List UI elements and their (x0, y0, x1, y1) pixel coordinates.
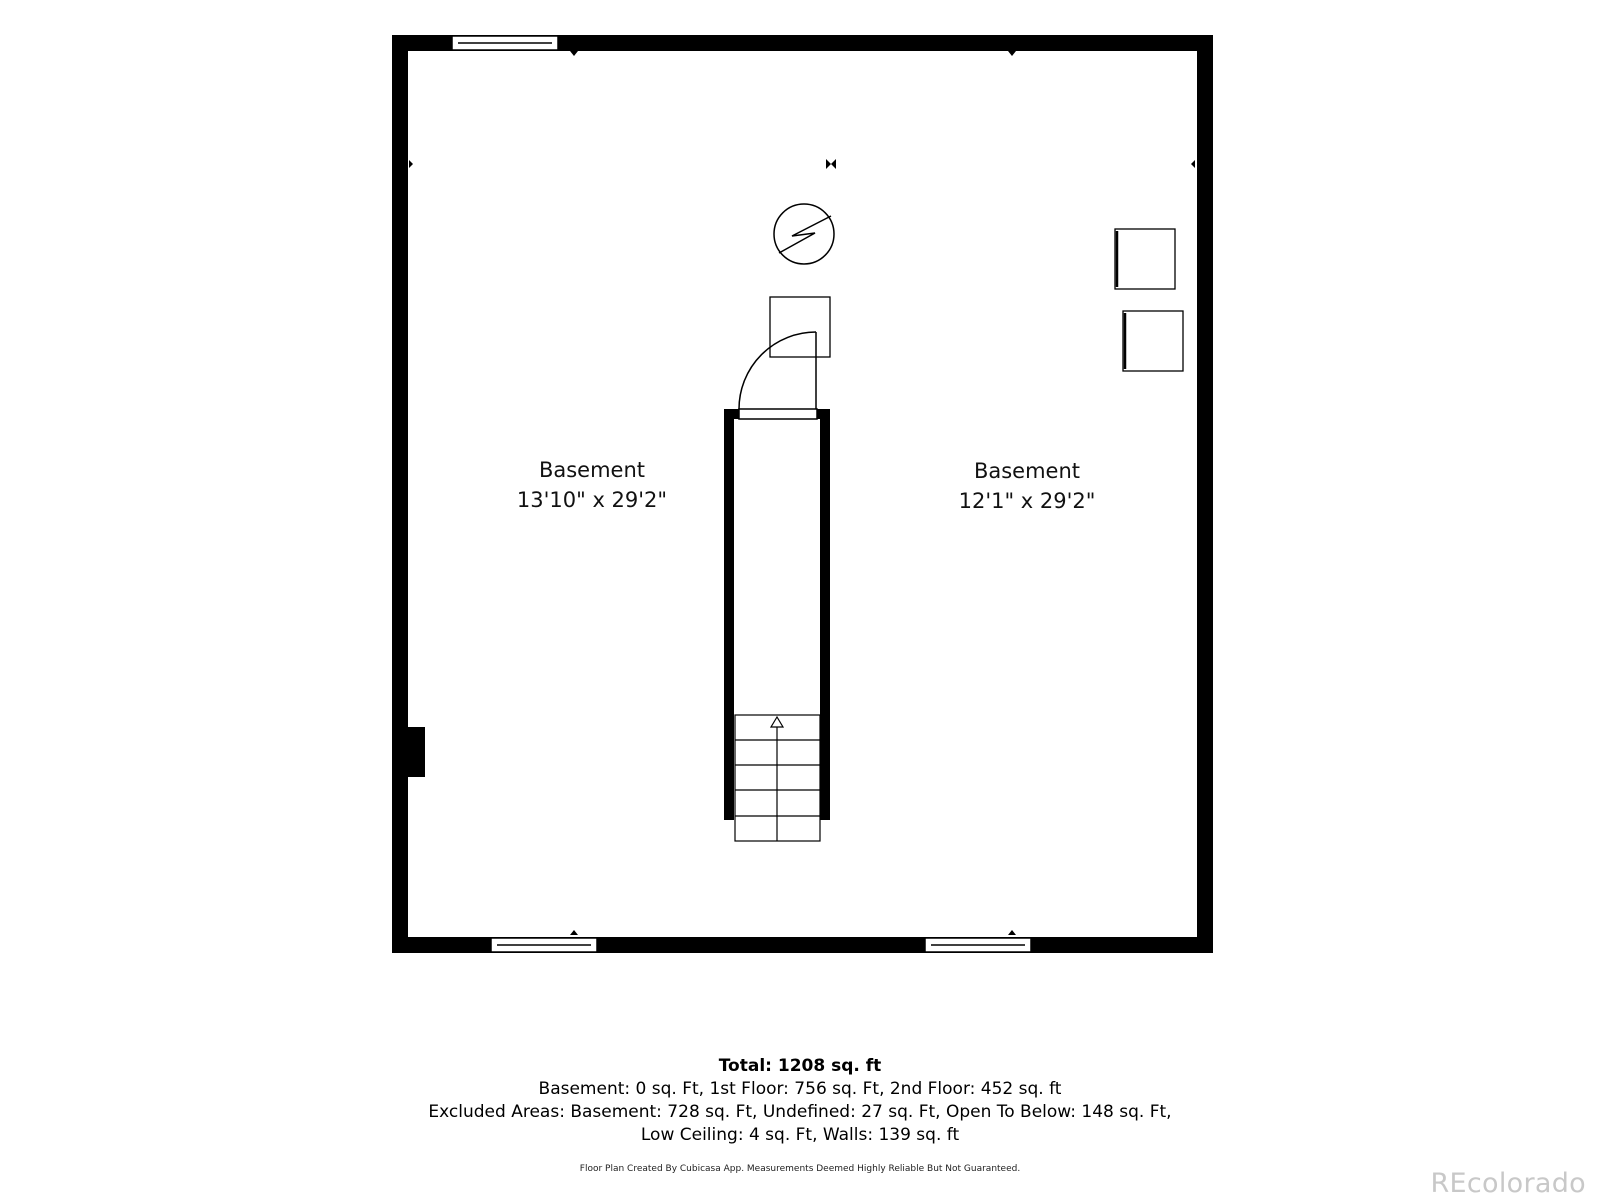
excluded-areas: Excluded Areas: Basement: 728 sq. Ft, Undefined: 27 sq. Ft, Open To Below: 148 sq. Ft, (428, 1102, 1172, 1122)
total-area: Total: 1208 sq. ft (718, 1056, 882, 1076)
appliance-box-upper (1115, 229, 1175, 289)
room-label-basement-left (492, 455, 692, 515)
stairs (735, 715, 820, 841)
area-summary (0, 1055, 1600, 1147)
disclaimer: Floor Plan Created By Cubicasa App. Measurements Deemed Highly Reliable But Not Guaranteed. (579, 1164, 1021, 1174)
room-dimensions: 12'1" x 29'2" (958, 489, 1096, 513)
watermark-logo: REcolorado (1430, 1168, 1586, 1199)
appliance-box-stairs (770, 297, 830, 357)
room-label-basement-right (927, 456, 1127, 516)
window-bottom-right (925, 938, 1031, 952)
floor-areas: Basement: 0 sq. Ft, 1st Floor: 756 sq. Ft, 2nd Floor: 452 sq. ft (538, 1079, 1062, 1099)
room-name: Basement (538, 458, 646, 482)
appliances (770, 229, 1183, 371)
wall-right (1197, 35, 1213, 953)
window-bottom-left (491, 938, 597, 952)
electrical-panel-icon (774, 204, 834, 264)
room-name: Basement (973, 459, 1081, 483)
room-dimensions: 13'10" x 29'2" (516, 488, 668, 512)
other-areas: Low Ceiling: 4 sq. Ft, Walls: 139 sq. ft (640, 1125, 960, 1145)
wall-left (392, 35, 408, 953)
appliance-box-lower (1123, 311, 1183, 371)
window-top-left (452, 36, 558, 50)
wall-bump-left (406, 727, 425, 777)
